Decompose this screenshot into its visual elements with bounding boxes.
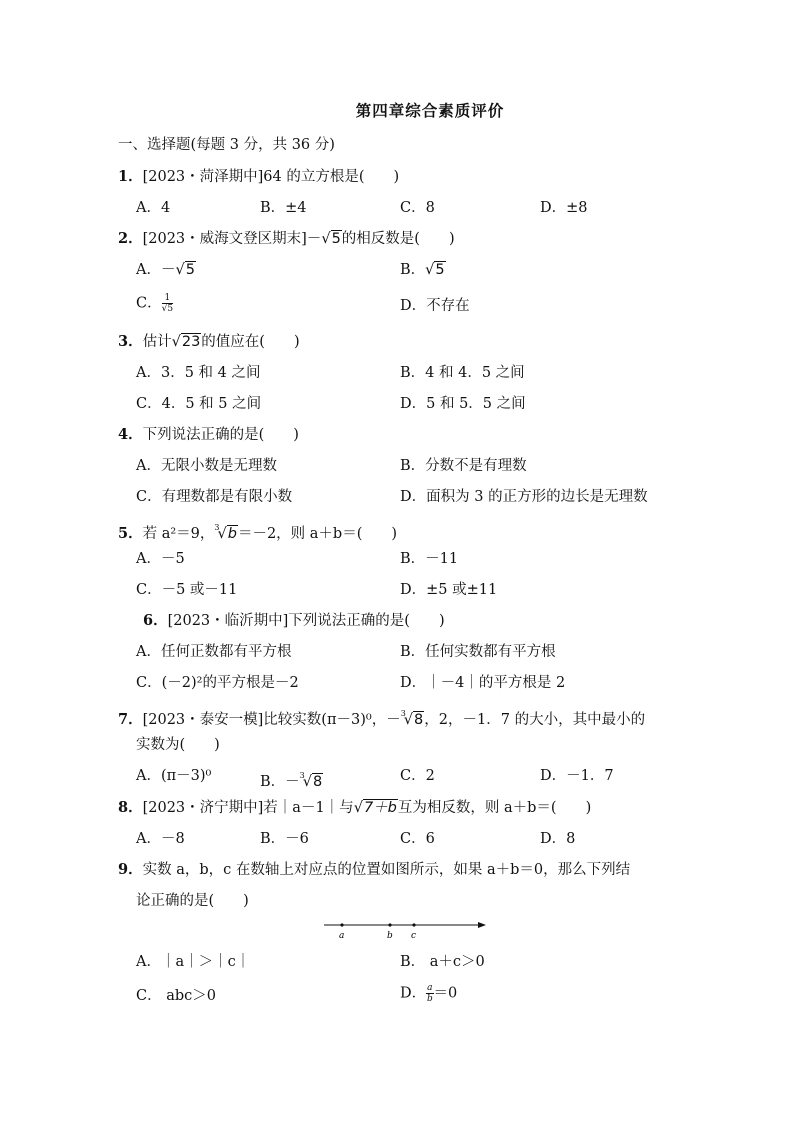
q9-option-d: D． $\frac{a}{b}$ ＝0: [400, 983, 458, 1004]
question-1: [118, 167, 399, 187]
q1-option-d: D．±8: [540, 200, 588, 216]
q2-option-c: C． $\frac{1}{√5}$: [136, 293, 174, 314]
question-2: [118, 229, 455, 249]
q7-option-d: D．－1．7: [540, 768, 614, 784]
q8-option-b: B．－6: [260, 831, 309, 847]
q6-option-c: C．(－2)²的平方根是－2: [136, 675, 299, 691]
question-8: 8．[2023・济宁期中]若｜a－1｜与√7＋b互为相反数，则 a＋b＝( ): [118, 799, 592, 816]
q4-option-d: D．面积为 3 的正方形的边长是无理数: [400, 489, 648, 505]
q3-option-a: A．3．5 和 4 之间: [136, 365, 261, 381]
q6-option-d: D．｜－4｜的平方根是 2: [400, 675, 566, 691]
axis-label-a: a: [339, 931, 345, 941]
question-stem-pre: [2023・威海文登区期末]－: [142, 231, 322, 247]
q1-option-b: B．±4: [260, 200, 307, 216]
q1-option-a: A．4: [136, 200, 171, 216]
q4-option-b: B．分数不是有理数: [400, 458, 527, 474]
question-4: 4．下列说法正确的是( ): [118, 426, 299, 443]
q3-option-b: B．4 和 4．5 之间: [400, 365, 525, 381]
point-c: [412, 923, 415, 926]
q6-option-a: A．任何正数都有平方根: [136, 644, 292, 660]
q9-option-a: A．｜a｜＞｜c｜: [136, 954, 251, 970]
cube-root-expression: $^3$√b: [214, 523, 237, 542]
question-3: 3．估计√23的值应在( ): [118, 333, 300, 350]
q6-option-b: B．任何实数都有平方根: [400, 644, 556, 660]
arrow-head-icon: [478, 922, 486, 928]
page-title: 第四章综合素质评价: [355, 101, 505, 120]
q7-option-a: A．(π－3)⁰: [136, 768, 212, 784]
q2-option-b: B．√5: [400, 262, 445, 278]
fraction: $\frac{1}{√5}$: [161, 293, 174, 314]
section-heading: 一、选择题(每题 3 分，共 36 分): [118, 137, 335, 153]
sqrt-expression: √7＋b: [353, 800, 397, 816]
q5-option-b: B．－11: [400, 551, 459, 567]
q2-option-a: A．－√5: [136, 262, 195, 278]
q8-option-c: C．6: [400, 831, 435, 847]
question-9: 9．实数 a，b，c 在数轴上对应点的位置如图所示，如果 a＋b＝0，那么下列结: [118, 861, 631, 878]
q7-option-b: B．－$^3$√8: [260, 771, 323, 790]
q9-option-c: C． abc＞0: [136, 988, 216, 1004]
axis-label-c: c: [411, 931, 417, 941]
question-number: 1．: [118, 168, 143, 185]
question-stem-post: 的相反数是( ): [341, 231, 455, 247]
q3-option-d: D．5 和 5．5 之间: [400, 396, 526, 412]
fraction: $\frac{a}{b}$: [426, 983, 433, 1004]
q5-option-a: A．－5: [136, 551, 185, 567]
question-5: 5．若 a²＝9，$^3$√b＝－2，则 a＋b＝( ): [118, 518, 397, 544]
q8-option-a: A．－8: [136, 831, 185, 847]
q4-option-c: C．有理数都是有限小数: [136, 489, 293, 505]
q3-option-c: C．4．5 和 5 之间: [136, 396, 262, 412]
q9-option-b: B． a＋c＞0: [400, 954, 485, 970]
question-7-line-2: 实数为( ): [136, 737, 220, 753]
q7-option-c: C．2: [400, 768, 435, 784]
question-stem: [2023・菏泽期中]64 的立方根是( ): [142, 169, 400, 185]
axis-label-b: b: [387, 931, 393, 941]
question-7: 7．[2023・泰安一模]比较实数(π－3)⁰，－$^3$√8，2，－1．7 的大小，其中最小的: [118, 704, 645, 730]
question-9-line-2: 论正确的是( ): [136, 893, 249, 909]
point-b: [388, 923, 391, 926]
q5-option-d: D．±5 或±11: [400, 582, 498, 598]
q8-option-d: D．8: [540, 831, 576, 847]
question-number: 2．: [118, 230, 143, 247]
q2-option-d: D．不存在: [400, 298, 470, 314]
q4-option-a: A．无限小数是无理数: [136, 458, 277, 474]
sqrt-expression: √5: [321, 231, 341, 247]
cube-root-expression: $^3$√8: [400, 709, 424, 728]
q1-option-c: C．8: [400, 200, 435, 216]
sqrt-expression: √23: [171, 334, 201, 350]
q5-option-c: C．－5 或－11: [136, 582, 238, 598]
number-line-figure: [320, 918, 490, 942]
point-a: [340, 923, 343, 926]
question-6: 6．[2023・临沂期中]下列说法正确的是( ): [143, 612, 445, 629]
